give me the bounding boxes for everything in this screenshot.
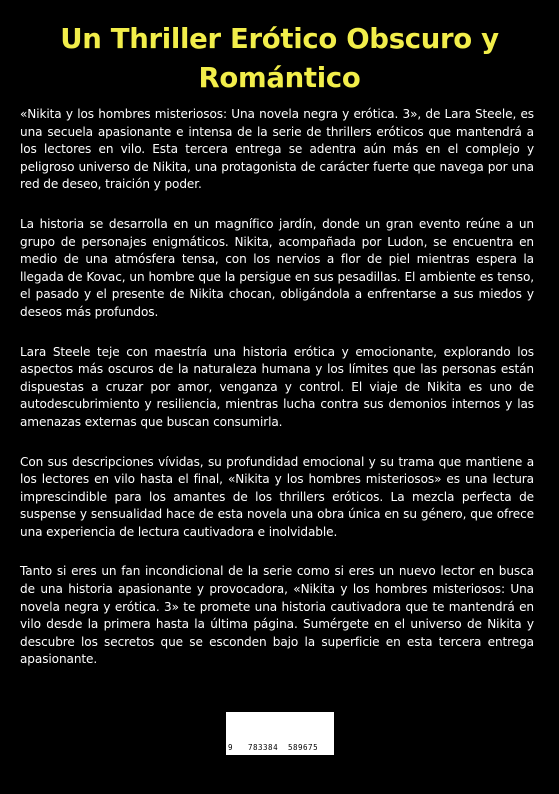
barcode-digits-right: 589675 bbox=[288, 743, 319, 752]
synopsis-paragraph-5: Tanto si eres un fan incondicional de la serie como si eres un nuevo lector en busca de una historia apasionante y provocadora, «Nikita y los hombres misteriosos: Una novela negra y erótica. 3» te promete una historia cautivadora que te mantendrá en vilo desde la primera hasta la última página. Sumérgete en el universo de Nikita y descubre los secretos que se esconden bajo la superficie en esta tercera entrega apasionante. bbox=[20, 564, 534, 667]
synopsis-paragraph-3: Lara Steele teje con maestría una historia erótica y emocionante, explorando los aspectos más oscuros de la naturaleza humana y los límites que las personas están dispuestas a cruzar por amor, venganza y control. El viaje de Nikita es uno de autodescubrimiento y resiliencia, mientras lucha contra sus demonios internos y las amenazas externas que buscan consumirla. bbox=[20, 344, 534, 429]
barcode-digits bbox=[226, 712, 334, 752]
synopsis bbox=[20, 106, 534, 691]
synopsis-paragraph-4: Con sus descripciones vívidas, su profundidad emocional y su trama que mantiene a los lectores en vilo hasta el final, «Nikita y los hombres misteriosos» es una lectura imprescindible para los amantes de los thrillers eróticos. La mezcla perfecta de suspense y sensualidad hace de esta novela una obra única en su género, que ofrece una experiencia de lectura cautivadora e inolvidable. bbox=[20, 454, 534, 539]
isbn-barcode bbox=[226, 713, 334, 755]
synopsis-paragraph-1: «Nikita y los hombres misteriosos: Una novela negra y erótica. 3», de Lara Steele, es una secuela apasionante e intensa de la serie de thrillers eróticos que mantendrá a los lectores en vilo. Esta tercera entrega se adentra aún más en el complejo y peligroso universo de Nikita, una protagonista de carácter fuerte que navega por una red de deseo, traición y poder. bbox=[20, 107, 534, 192]
synopsis-paragraph-2: La historia se desarrolla en un magnífico jardín, donde un gran evento reúne a un grupo de personajes enigmáticos. Nikita, acompañada por Ludon, se encuentra en medio de una atmósfera tensa, con los nervios a flor de piel mientras espera la llegada de Kovac, un hombre que la persigue en sus pesadillas. El ambiente es tenso, el pasado y el presente de Nikita chocan, obligándola a enfrentarse a sus miedos y deseos más profundos. bbox=[20, 216, 534, 319]
barcode-digit-first: 9 bbox=[228, 743, 233, 752]
barcode-digits-left: 783384 bbox=[248, 743, 279, 752]
cover-title: Un Thriller Erótico Obscuro y Romántico bbox=[60, 23, 499, 94]
